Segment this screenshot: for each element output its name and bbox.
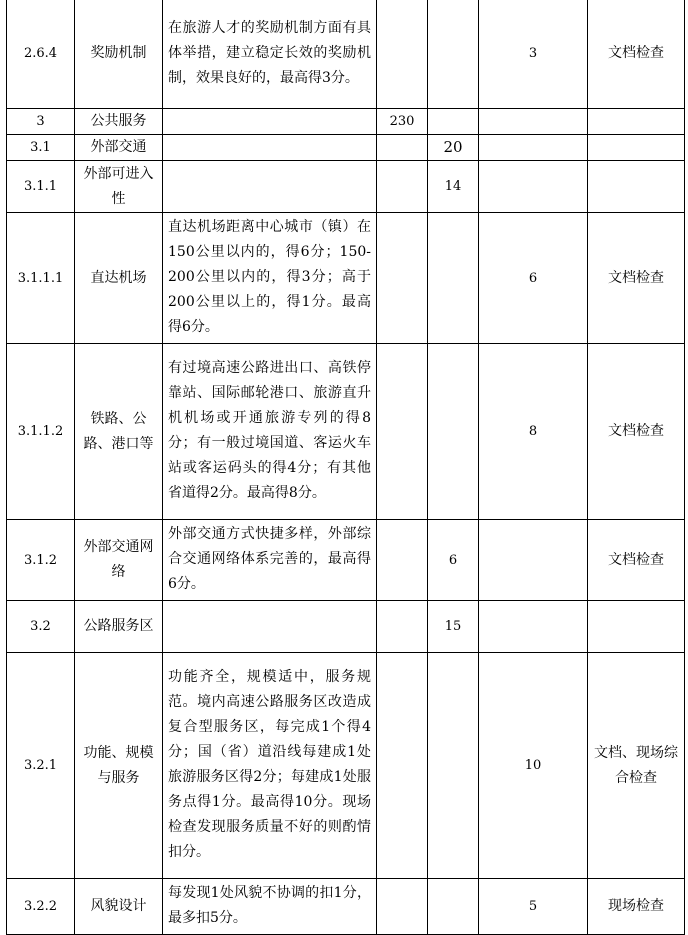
- item-name: 公路服务区: [75, 601, 163, 653]
- score-level-1: [377, 601, 428, 653]
- inspection-method: [588, 109, 685, 135]
- table-row: [7, 344, 685, 520]
- score-level-1: [377, 161, 428, 213]
- score-level-2: [428, 344, 479, 520]
- item-name: 外部可进入性: [75, 161, 163, 213]
- item-name: 铁路、公路、港口等: [75, 344, 163, 520]
- item-name: 奖励机制: [75, 0, 163, 109]
- inspection-method: 文档检查: [588, 520, 685, 601]
- table-row: [7, 161, 685, 213]
- item-description: [163, 161, 377, 213]
- inspection-method: [588, 601, 685, 653]
- score-level-3: [479, 161, 588, 213]
- item-code: 3.1: [7, 135, 75, 161]
- item-code: 3.1.2: [7, 520, 75, 601]
- score-level-2: 14: [428, 161, 479, 213]
- item-description: 有过境高速公路进出口、高铁停靠站、国际邮轮港口、旅游直升机机场或开通旅游专列的得8分；有一般过境国道、客运火车站或客运码头的得4分；有其他省道得2分。最高得8分。: [163, 344, 377, 520]
- score-level-1: [377, 0, 428, 109]
- table-row: [7, 653, 685, 879]
- item-description: [163, 601, 377, 653]
- score-level-1: [377, 879, 428, 935]
- inspection-method: [588, 135, 685, 161]
- score-level-1: [377, 135, 428, 161]
- inspection-method: 文档检查: [588, 344, 685, 520]
- item-name: 功能、规模与服务: [75, 653, 163, 879]
- score-level-2: [428, 653, 479, 879]
- score-level-2: 20: [428, 135, 479, 161]
- table-row: [7, 0, 685, 109]
- score-level-2: [428, 213, 479, 344]
- score-level-2: 6: [428, 520, 479, 601]
- item-code: 3.1.1.2: [7, 344, 75, 520]
- item-name: 公共服务: [75, 109, 163, 135]
- inspection-method: 现场检查: [588, 879, 685, 935]
- item-code: 3.2.1: [7, 653, 75, 879]
- item-code: 3: [7, 109, 75, 135]
- table-row: [7, 520, 685, 601]
- scoring-table: [6, 0, 685, 935]
- item-code: 2.6.4: [7, 0, 75, 109]
- item-name: 外部交通: [75, 135, 163, 161]
- score-level-3: [479, 109, 588, 135]
- score-level-2: 15: [428, 601, 479, 653]
- score-level-3: 6: [479, 213, 588, 344]
- item-name: 外部交通网络: [75, 520, 163, 601]
- item-description: [163, 135, 377, 161]
- inspection-method: 文档检查: [588, 213, 685, 344]
- score-level-1: 230: [377, 109, 428, 135]
- item-code: 3.2.2: [7, 879, 75, 935]
- item-description: 在旅游人才的奖励机制方面有具体举措，建立稳定长效的奖励机制，效果良好的，最高得3分。: [163, 0, 377, 109]
- score-level-1: [377, 520, 428, 601]
- score-level-2: [428, 109, 479, 135]
- score-level-3: 8: [479, 344, 588, 520]
- score-level-2: [428, 879, 479, 935]
- item-description: 功能齐全，规模适中，服务规范。境内高速公路服务区改造成复合型服务区，每完成1个得4分；国（省）道沿线每建成1处旅游服务区得2分；每建成1处服务点得1分。最高得10分。现场检查发现服务质量不好的则酌情扣分。: [163, 653, 377, 879]
- inspection-method: [588, 161, 685, 213]
- inspection-method: 文档检查: [588, 0, 685, 109]
- item-name: 风貌设计: [75, 879, 163, 935]
- score-level-3: 5: [479, 879, 588, 935]
- item-code: 3.1.1.1: [7, 213, 75, 344]
- item-code: 3.1.1: [7, 161, 75, 213]
- score-level-3: 10: [479, 653, 588, 879]
- score-level-3: 3: [479, 0, 588, 109]
- score-level-1: [377, 653, 428, 879]
- item-code: 3.2: [7, 601, 75, 653]
- score-level-2: [428, 0, 479, 109]
- inspection-method: 文档、现场综合检查: [588, 653, 685, 879]
- table-row: [7, 109, 685, 135]
- table-row: [7, 601, 685, 653]
- table-row: [7, 135, 685, 161]
- table-row: [7, 213, 685, 344]
- score-level-1: [377, 213, 428, 344]
- item-description: 每发现1处风貌不协调的扣1分，最多扣5分。: [163, 879, 377, 935]
- score-level-3: [479, 601, 588, 653]
- score-level-3: [479, 520, 588, 601]
- item-name: 直达机场: [75, 213, 163, 344]
- item-description: [163, 109, 377, 135]
- item-description: 外部交通方式快捷多样，外部综合交通网络体系完善的，最高得6分。: [163, 520, 377, 601]
- item-description: 直达机场距离中心城市（镇）在150公里以内的，得6分；150-200公里以内的，得3分；高于200公里以上的，得1分。最高得6分。: [163, 213, 377, 344]
- score-level-1: [377, 344, 428, 520]
- score-level-3: [479, 135, 588, 161]
- table-row: [7, 879, 685, 935]
